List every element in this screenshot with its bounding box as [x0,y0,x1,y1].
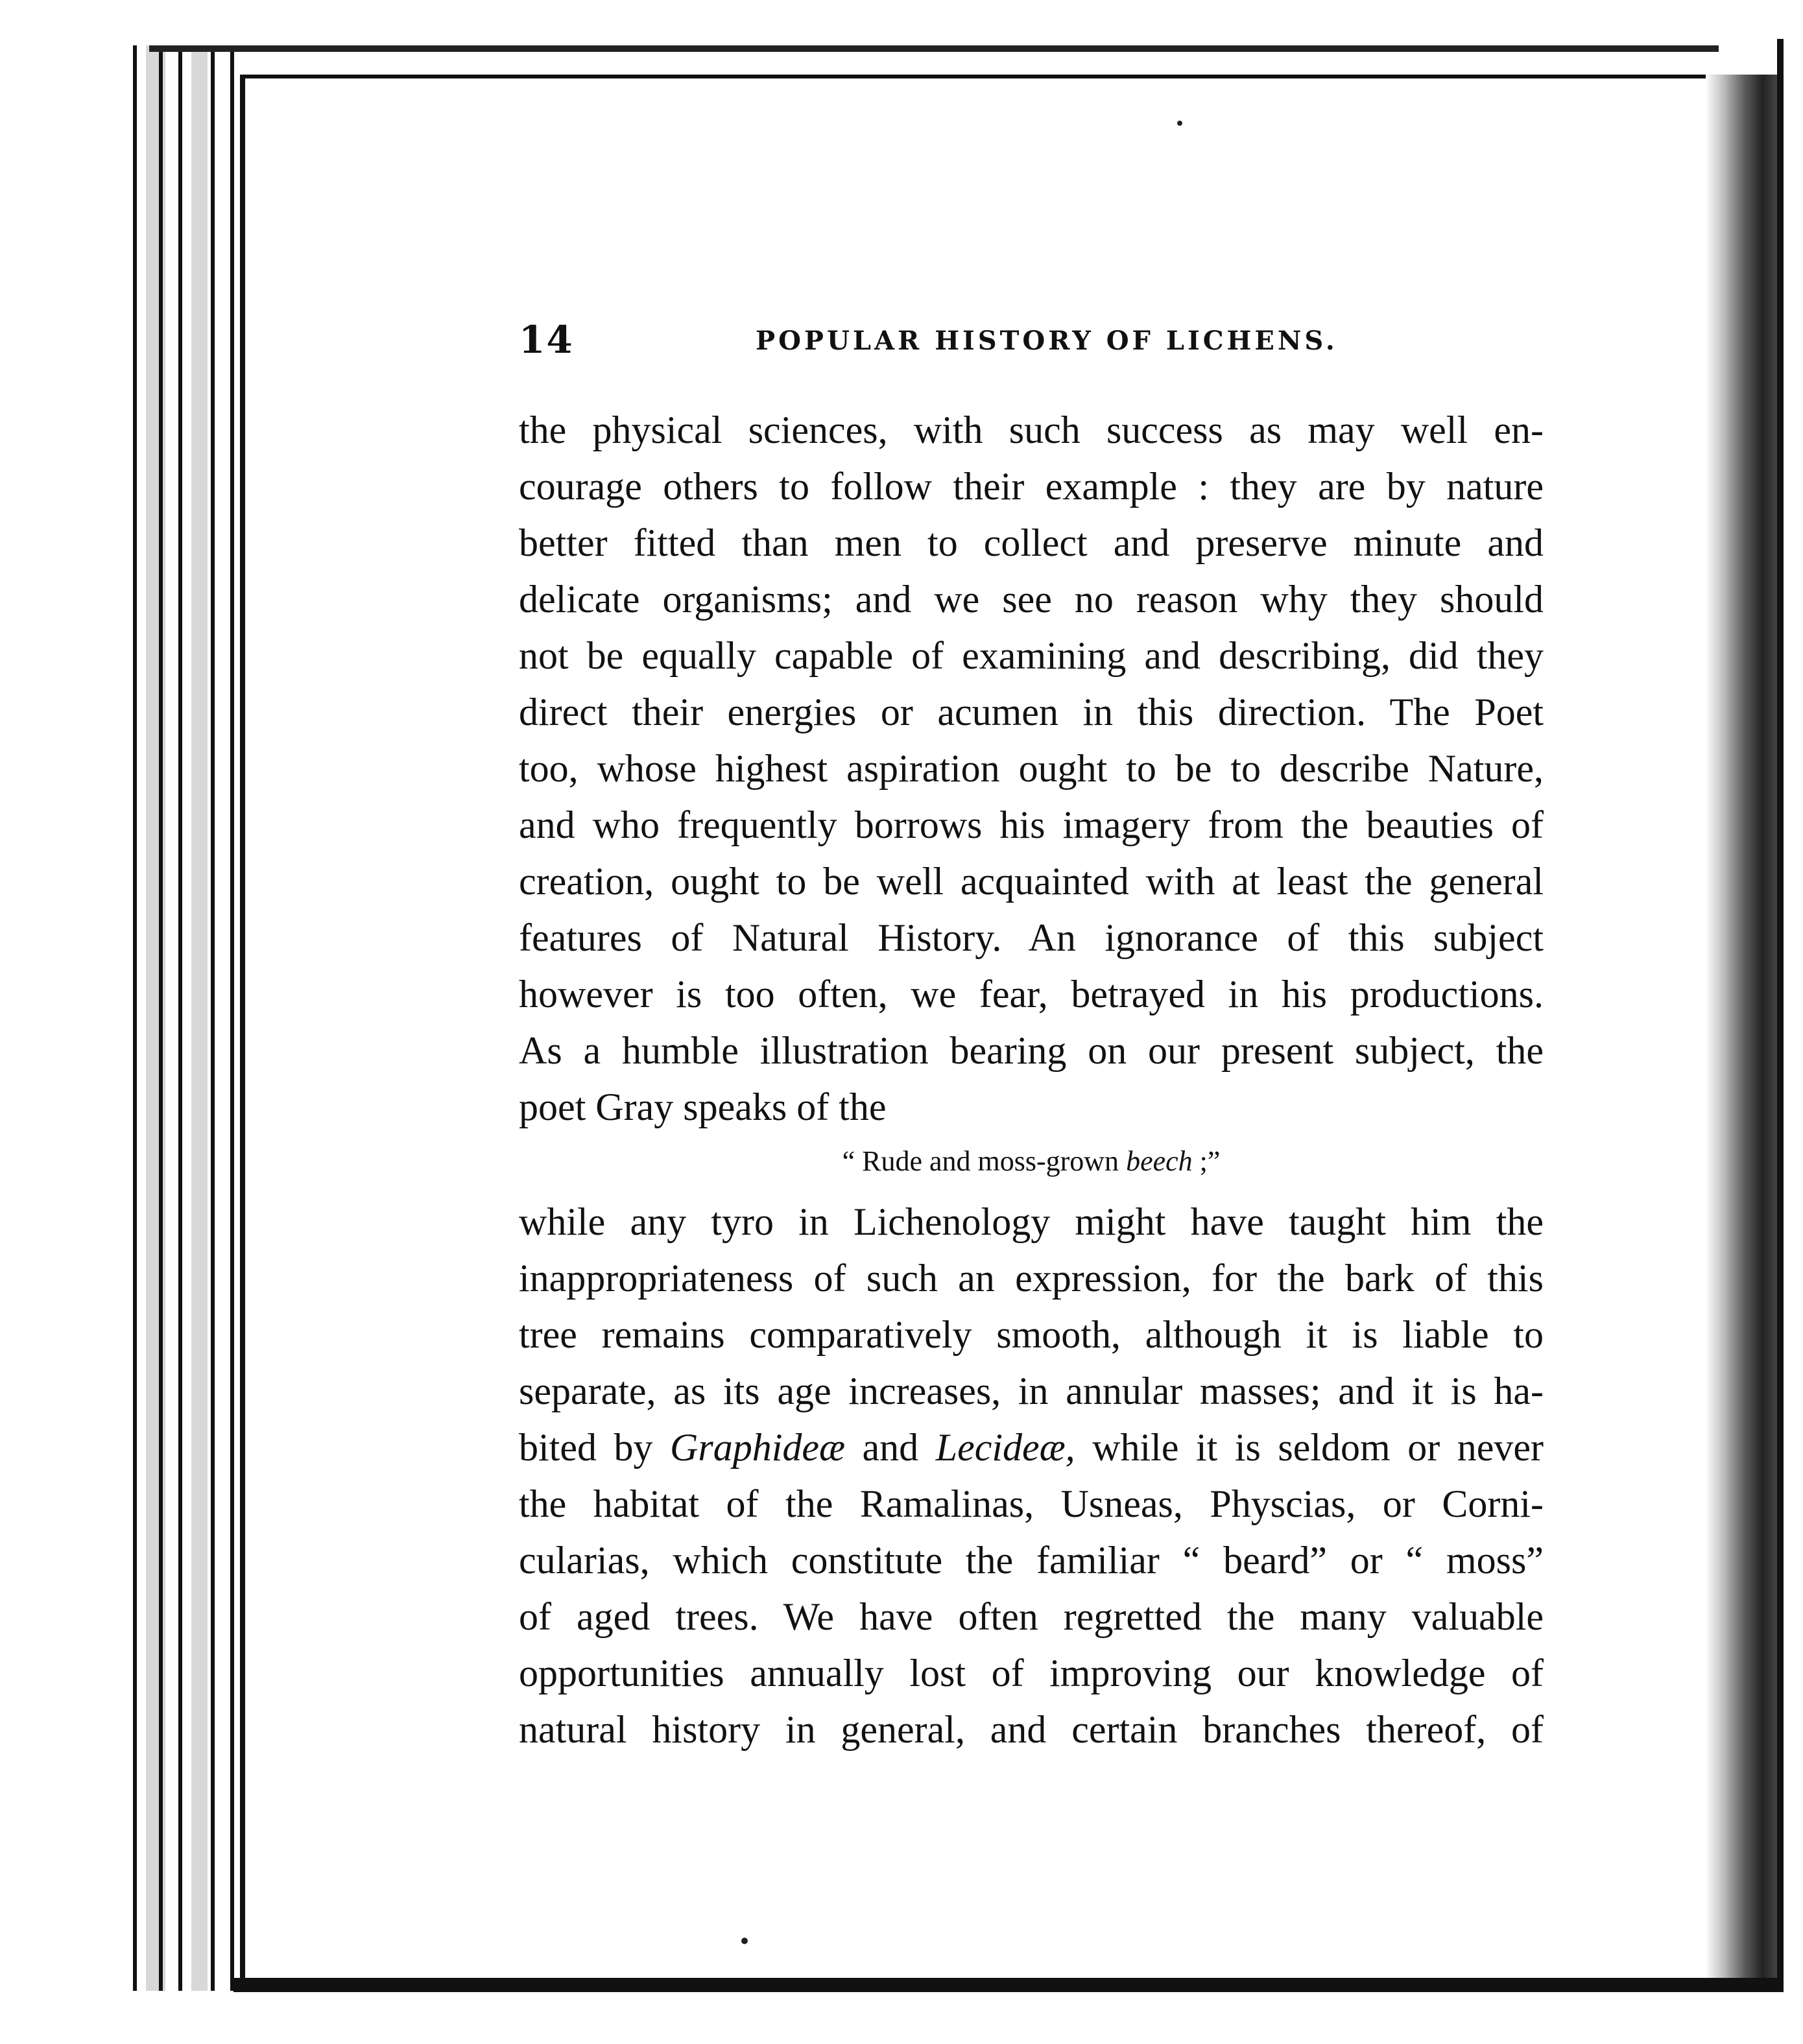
text-line: of aged trees. We have often regretted the many valuable [519,1595,1544,1638]
text-line: opportunities annually lost of improving our knowledge of [519,1652,1544,1694]
text-line: tree remains comparatively smooth, although it is liable to [519,1313,1544,1356]
text-line: separate, as its age increases, in annular masses; and it is ha- [519,1370,1544,1412]
text-line: features of Natural History. An ignorance of this subject [519,916,1544,959]
text-line: direct their energies or acumen in this direction. The Poet [519,691,1544,733]
text-line: courage others to follow their example : they are by nature [519,465,1544,508]
edge-shade [191,45,208,1991]
text-line: cularias, which constitute the familiar “ beard” or “ moss” [519,1539,1544,1582]
edge-line [230,45,234,1991]
verse-quote [519,1135,1544,1194]
running-head: POPULAR HISTORY OF LICHENS. [756,326,1338,356]
genera-pre: bited by [519,1426,671,1469]
page-header [519,318,1544,370]
quote-italic: beech [1126,1145,1193,1177]
ink-speck [1177,121,1182,126]
edge-line [159,45,163,1991]
ink-speck [741,1938,748,1944]
text-line: while any tyro in Lichenology might have taught him the [519,1200,1544,1243]
text-line: natural history in general, and certain branches thereof, of [519,1708,1544,1751]
bottom-edge [233,1978,1784,1992]
text-line: delicate organisms; and we see no reason why they should [519,578,1544,621]
text-line: As a humble illustration bearing on our present subject, the [519,1029,1544,1072]
top-edge [149,45,1719,52]
text-line-genera [519,1420,1544,1476]
book-edges [133,45,243,1991]
edge-line [211,45,215,1991]
quote-close: ;” [1192,1145,1221,1177]
text-line: not be equally capable of examining and describing, did they [519,634,1544,677]
text-line: better fitted than men to collect and preserve minute and [519,521,1544,564]
edge-line [133,45,137,1991]
gutter-edge [1777,39,1784,1991]
text-line: the habitat of the Ramalinas, Usneas, Physcias, or Corni- [519,1482,1544,1525]
text-line: however is too often, we fear, betrayed in his productions. [519,973,1544,1016]
genera-mid: and [845,1426,936,1469]
text-line: the physical sciences, with such success as may well en- [519,409,1544,451]
text-line: too, whose highest aspiration ought to be to describe Nature, [519,747,1544,790]
binding-gutter [1706,75,1777,1981]
text-line: creation, ought to be well acquainted with at least the general [519,860,1544,903]
text-line: and who frequently borrows his imagery from the beauties of [519,803,1544,846]
genus-lecideae: Lecideæ, [935,1426,1075,1469]
text-line: poet Gray speaks of the [519,1086,887,1128]
edge-line [178,45,182,1991]
genus-graphideae: Graphideæ [670,1426,846,1469]
body-text [519,402,1544,1758]
genera-post: while it is seldom or never [1075,1426,1544,1469]
text-line: inappropriateness of such an expression, for the bark of this [519,1257,1544,1300]
page-number: 14 [519,318,574,362]
quote-open: “ Rude and moss-grown [842,1145,1127,1177]
